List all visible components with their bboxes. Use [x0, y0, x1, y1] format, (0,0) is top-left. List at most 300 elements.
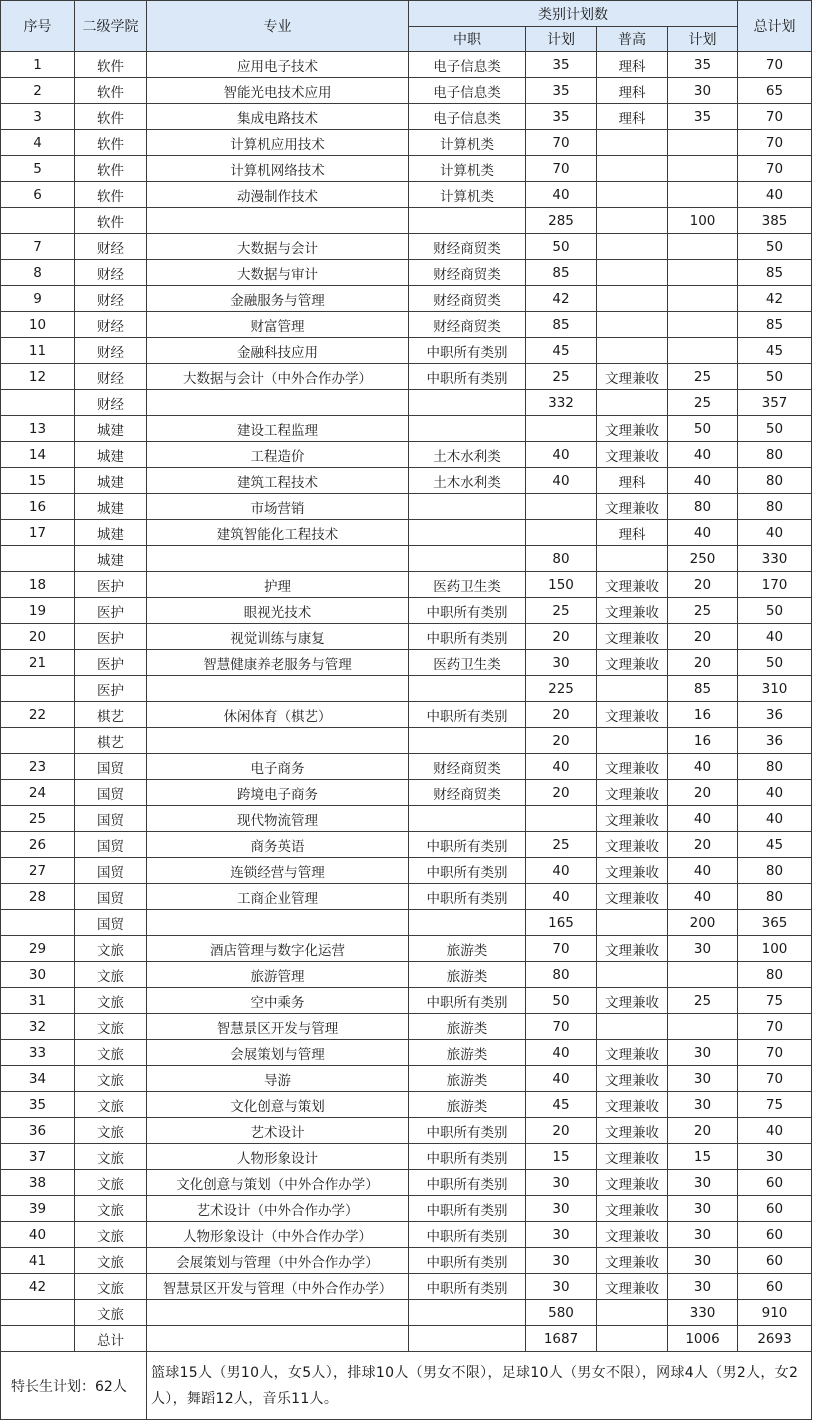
major-cell: 眼视光技术: [147, 598, 409, 624]
zhongzhi-plan-cell: 30: [526, 1170, 597, 1196]
zhongzhi-plan-cell: 70: [526, 1014, 597, 1040]
pugao-plan-cell: 25: [668, 988, 738, 1014]
seq-cell: 1: [1, 52, 75, 78]
pugao-category-cell: 文理兼收: [597, 650, 668, 676]
pugao-category-cell: 文理兼收: [597, 494, 668, 520]
pugao-plan-cell: 30: [668, 1066, 738, 1092]
seq-cell: 3: [1, 104, 75, 130]
seq-cell: 41: [1, 1248, 75, 1274]
zhongzhi-category-cell: 中职所有类别: [409, 1118, 526, 1144]
college-cell: 国贸: [75, 910, 147, 936]
total-plan-cell: 40: [738, 1118, 812, 1144]
pugao-category-cell: [597, 962, 668, 988]
total-plan-cell: 45: [738, 338, 812, 364]
table-row: [1, 936, 812, 962]
total-plan-cell: 80: [738, 884, 812, 910]
seq-cell: 14: [1, 442, 75, 468]
table-row: [1, 806, 812, 832]
pugao-plan-cell: [668, 182, 738, 208]
total-plan-cell: 75: [738, 988, 812, 1014]
pugao-plan-cell: [668, 260, 738, 286]
total-plan-cell: 85: [738, 260, 812, 286]
pugao-plan-cell: 40: [668, 884, 738, 910]
college-cell: 文旅: [75, 1300, 147, 1326]
college-cell: 软件: [75, 182, 147, 208]
table-row: [1, 884, 812, 910]
zhongzhi-plan-cell: 40: [526, 1066, 597, 1092]
total-plan-cell: 40: [738, 624, 812, 650]
zhongzhi-plan-cell: 25: [526, 832, 597, 858]
pugao-category-cell: [597, 390, 668, 416]
seq-cell: 29: [1, 936, 75, 962]
zhongzhi-category-cell: 中职所有类别: [409, 858, 526, 884]
zhongzhi-plan-cell: 35: [526, 52, 597, 78]
table-row: [1, 754, 812, 780]
college-cell: 软件: [75, 156, 147, 182]
college-cell: 文旅: [75, 1066, 147, 1092]
zhongzhi-category-cell: 中职所有类别: [409, 1222, 526, 1248]
college-cell: 文旅: [75, 1170, 147, 1196]
zhongzhi-category-cell: 财经商贸类: [409, 260, 526, 286]
header-zhongzhi: 中职: [409, 27, 526, 52]
pugao-plan-cell: 30: [668, 1170, 738, 1196]
table-row: [1, 988, 812, 1014]
total-plan-cell: 70: [738, 130, 812, 156]
zhongzhi-category-cell: 财经商贸类: [409, 754, 526, 780]
college-cell: 文旅: [75, 962, 147, 988]
zhongzhi-plan-cell: 50: [526, 988, 597, 1014]
zhongzhi-category-cell: 中职所有类别: [409, 884, 526, 910]
seq-cell: 5: [1, 156, 75, 182]
pugao-category-cell: 文理兼收: [597, 1040, 668, 1066]
pugao-plan-cell: [668, 130, 738, 156]
pugao-plan-cell: 20: [668, 780, 738, 806]
pugao-plan-cell: 200: [668, 910, 738, 936]
pugao-category-cell: 文理兼收: [597, 598, 668, 624]
zhongzhi-category-cell: 中职所有类别: [409, 338, 526, 364]
total-plan-cell: 170: [738, 572, 812, 598]
zhongzhi-plan-cell: 20: [526, 780, 597, 806]
zhongzhi-category-cell: 电子信息类: [409, 78, 526, 104]
zhongzhi-category-cell: 财经商贸类: [409, 312, 526, 338]
table-row: [1, 650, 812, 676]
table-row: [1, 702, 812, 728]
pugao-category-cell: [597, 910, 668, 936]
major-cell: 连锁经营与管理: [147, 858, 409, 884]
zhongzhi-plan-cell: 40: [526, 754, 597, 780]
zhongzhi-plan-cell: 1687: [526, 1326, 597, 1352]
table-row: [1, 1274, 812, 1300]
total-plan-cell: 70: [738, 1040, 812, 1066]
pugao-category-cell: [597, 286, 668, 312]
pugao-plan-cell: [668, 338, 738, 364]
table-row: [1, 676, 812, 702]
major-cell: 电子商务: [147, 754, 409, 780]
college-cell: 软件: [75, 208, 147, 234]
header-plan-2: 计划: [668, 27, 738, 52]
pugao-category-cell: [597, 156, 668, 182]
table-row: [1, 1248, 812, 1274]
total-plan-cell: 365: [738, 910, 812, 936]
zhongzhi-category-cell: 中职所有类别: [409, 1196, 526, 1222]
total-plan-cell: 36: [738, 702, 812, 728]
table-row: [1, 78, 812, 104]
table-row: [1, 1170, 812, 1196]
seq-cell: 39: [1, 1196, 75, 1222]
zhongzhi-category-cell: 土木水利类: [409, 468, 526, 494]
zhongzhi-plan-cell: 50: [526, 234, 597, 260]
table-row: [1, 104, 812, 130]
college-cell: 城建: [75, 520, 147, 546]
total-plan-cell: 85: [738, 312, 812, 338]
zhongzhi-category-cell: 中职所有类别: [409, 364, 526, 390]
total-plan-cell: 30: [738, 1144, 812, 1170]
seq-cell: 36: [1, 1118, 75, 1144]
pugao-category-cell: 文理兼收: [597, 1222, 668, 1248]
total-plan-cell: 50: [738, 650, 812, 676]
zhongzhi-category-cell: 土木水利类: [409, 442, 526, 468]
zhongzhi-category-cell: 医药卫生类: [409, 572, 526, 598]
pugao-plan-cell: 15: [668, 1144, 738, 1170]
total-plan-cell: 50: [738, 416, 812, 442]
college-cell: 医护: [75, 624, 147, 650]
pugao-category-cell: [597, 130, 668, 156]
table-row: [1, 1118, 812, 1144]
major-cell: 旅游管理: [147, 962, 409, 988]
seq-cell: 4: [1, 130, 75, 156]
total-plan-cell: 70: [738, 1066, 812, 1092]
pugao-plan-cell: 20: [668, 572, 738, 598]
table-row: [1, 1040, 812, 1066]
pugao-category-cell: [597, 260, 668, 286]
header-major: 专业: [147, 1, 409, 52]
major-cell: [147, 676, 409, 702]
college-cell: 城建: [75, 468, 147, 494]
zhongzhi-plan-cell: 40: [526, 468, 597, 494]
zhongzhi-category-cell: 中职所有类别: [409, 988, 526, 1014]
zhongzhi-category-cell: [409, 806, 526, 832]
college-cell: 城建: [75, 546, 147, 572]
seq-cell: 18: [1, 572, 75, 598]
zhongzhi-category-cell: 中职所有类别: [409, 624, 526, 650]
zhongzhi-plan-cell: 30: [526, 1248, 597, 1274]
total-plan-cell: 60: [738, 1248, 812, 1274]
pugao-category-cell: 文理兼收: [597, 1092, 668, 1118]
pugao-plan-cell: 100: [668, 208, 738, 234]
table-row: [1, 312, 812, 338]
major-cell: 艺术设计（中外合作办学）: [147, 1196, 409, 1222]
seq-cell: 16: [1, 494, 75, 520]
major-cell: 智能光电技术应用: [147, 78, 409, 104]
major-cell: 人物形象设计: [147, 1144, 409, 1170]
zhongzhi-plan-cell: 580: [526, 1300, 597, 1326]
major-cell: 市场营销: [147, 494, 409, 520]
pugao-plan-cell: 25: [668, 364, 738, 390]
seq-cell: 10: [1, 312, 75, 338]
zhongzhi-plan-cell: 30: [526, 1274, 597, 1300]
pugao-plan-cell: 25: [668, 390, 738, 416]
seq-cell: [1, 728, 75, 754]
table-row: [1, 338, 812, 364]
college-cell: 文旅: [75, 1092, 147, 1118]
major-cell: 财富管理: [147, 312, 409, 338]
zhongzhi-category-cell: 旅游类: [409, 962, 526, 988]
table-row: [1, 546, 812, 572]
pugao-plan-cell: 250: [668, 546, 738, 572]
college-cell: 国贸: [75, 858, 147, 884]
college-cell: 财经: [75, 390, 147, 416]
major-cell: 建筑工程技术: [147, 468, 409, 494]
seq-cell: [1, 1300, 75, 1326]
zhongzhi-plan-cell: 35: [526, 104, 597, 130]
zhongzhi-category-cell: [409, 676, 526, 702]
total-plan-cell: 36: [738, 728, 812, 754]
pugao-category-cell: 理科: [597, 104, 668, 130]
seq-cell: 13: [1, 416, 75, 442]
seq-cell: 11: [1, 338, 75, 364]
total-plan-cell: 42: [738, 286, 812, 312]
total-plan-cell: 65: [738, 78, 812, 104]
college-cell: 财经: [75, 234, 147, 260]
pugao-category-cell: 文理兼收: [597, 364, 668, 390]
zhongzhi-plan-cell: 332: [526, 390, 597, 416]
seq-cell: 22: [1, 702, 75, 728]
seq-cell: 32: [1, 1014, 75, 1040]
college-cell: 医护: [75, 598, 147, 624]
table-row: [1, 962, 812, 988]
zhongzhi-category-cell: 电子信息类: [409, 104, 526, 130]
zhongzhi-plan-cell: 40: [526, 858, 597, 884]
table-row: [1, 572, 812, 598]
major-cell: 动漫制作技术: [147, 182, 409, 208]
pugao-category-cell: 理科: [597, 78, 668, 104]
college-cell: 国贸: [75, 806, 147, 832]
pugao-category-cell: 文理兼收: [597, 1274, 668, 1300]
college-cell: 软件: [75, 130, 147, 156]
table-row: [1, 1326, 812, 1352]
college-cell: 国贸: [75, 780, 147, 806]
zhongzhi-plan-cell: 20: [526, 728, 597, 754]
pugao-category-cell: [597, 234, 668, 260]
zhongzhi-category-cell: 旅游类: [409, 1014, 526, 1040]
zhongzhi-plan-cell: [526, 494, 597, 520]
major-cell: [147, 546, 409, 572]
table-header: [1, 1, 812, 52]
major-cell: 商务英语: [147, 832, 409, 858]
zhongzhi-category-cell: 中职所有类别: [409, 702, 526, 728]
total-plan-cell: 357: [738, 390, 812, 416]
table-row: [1, 286, 812, 312]
table-body: [1, 52, 812, 1420]
pugao-plan-cell: 30: [668, 1092, 738, 1118]
pugao-category-cell: [597, 546, 668, 572]
seq-cell: 20: [1, 624, 75, 650]
major-cell: 建设工程监理: [147, 416, 409, 442]
total-plan-cell: 50: [738, 598, 812, 624]
zhongzhi-plan-cell: 30: [526, 1222, 597, 1248]
pugao-category-cell: 文理兼收: [597, 624, 668, 650]
seq-cell: 37: [1, 1144, 75, 1170]
seq-cell: 24: [1, 780, 75, 806]
total-plan-cell: 910: [738, 1300, 812, 1326]
pugao-category-cell: 文理兼收: [597, 832, 668, 858]
pugao-plan-cell: 30: [668, 1196, 738, 1222]
college-cell: 文旅: [75, 1248, 147, 1274]
zhongzhi-plan-cell: 25: [526, 598, 597, 624]
total-plan-cell: 330: [738, 546, 812, 572]
college-cell: 国贸: [75, 884, 147, 910]
pugao-category-cell: 文理兼收: [597, 1248, 668, 1274]
major-cell: 休闲体育（棋艺）: [147, 702, 409, 728]
table-row: [1, 52, 812, 78]
pugao-plan-cell: [668, 1014, 738, 1040]
seq-cell: 7: [1, 234, 75, 260]
total-plan-cell: 45: [738, 832, 812, 858]
pugao-category-cell: [597, 1300, 668, 1326]
zhongzhi-plan-cell: 15: [526, 1144, 597, 1170]
zhongzhi-plan-cell: 285: [526, 208, 597, 234]
major-cell: 视觉训练与康复: [147, 624, 409, 650]
table-row: [1, 442, 812, 468]
header-plan: 计划: [526, 27, 597, 52]
college-cell: 医护: [75, 676, 147, 702]
zhongzhi-category-cell: 医药卫生类: [409, 650, 526, 676]
seq-cell: 17: [1, 520, 75, 546]
zhongzhi-category-cell: [409, 1326, 526, 1352]
table-row: [1, 364, 812, 390]
pugao-category-cell: 文理兼收: [597, 936, 668, 962]
seq-cell: [1, 910, 75, 936]
zhongzhi-category-cell: 旅游类: [409, 1066, 526, 1092]
total-plan-cell: 50: [738, 234, 812, 260]
table-row: [1, 130, 812, 156]
zhongzhi-category-cell: [409, 546, 526, 572]
college-cell: 财经: [75, 364, 147, 390]
table-row: [1, 208, 812, 234]
header-total: 总计划: [738, 1, 812, 52]
table-row: [1, 520, 812, 546]
seq-cell: [1, 546, 75, 572]
major-cell: 大数据与会计（中外合作办学）: [147, 364, 409, 390]
zhongzhi-plan-cell: 40: [526, 884, 597, 910]
college-cell: 城建: [75, 416, 147, 442]
total-plan-cell: 80: [738, 442, 812, 468]
seq-cell: [1, 390, 75, 416]
seq-cell: 9: [1, 286, 75, 312]
pugao-category-cell: 文理兼收: [597, 1118, 668, 1144]
table-row: [1, 494, 812, 520]
zhongzhi-plan-cell: 45: [526, 1092, 597, 1118]
pugao-plan-cell: [668, 156, 738, 182]
table-row: [1, 780, 812, 806]
zhongzhi-plan-cell: 40: [526, 182, 597, 208]
pugao-category-cell: [597, 338, 668, 364]
seq-cell: 12: [1, 364, 75, 390]
pugao-plan-cell: 30: [668, 1274, 738, 1300]
major-cell: 会展策划与管理（中外合作办学）: [147, 1248, 409, 1274]
major-cell: 智慧景区开发与管理: [147, 1014, 409, 1040]
zhongzhi-plan-cell: 150: [526, 572, 597, 598]
zhongzhi-category-cell: 旅游类: [409, 1040, 526, 1066]
zhongzhi-category-cell: [409, 728, 526, 754]
zhongzhi-plan-cell: 20: [526, 702, 597, 728]
pugao-category-cell: [597, 1326, 668, 1352]
header-pugao: 普高: [597, 27, 668, 52]
pugao-plan-cell: 30: [668, 78, 738, 104]
major-cell: [147, 910, 409, 936]
zhongzhi-plan-cell: 85: [526, 260, 597, 286]
zhongzhi-plan-cell: 225: [526, 676, 597, 702]
seq-cell: 27: [1, 858, 75, 884]
seq-cell: 31: [1, 988, 75, 1014]
college-cell: 棋艺: [75, 728, 147, 754]
table-row: [1, 1222, 812, 1248]
pugao-plan-cell: 40: [668, 468, 738, 494]
table-row: [1, 624, 812, 650]
pugao-plan-cell: 20: [668, 624, 738, 650]
zhongzhi-category-cell: 电子信息类: [409, 52, 526, 78]
seq-cell: [1, 208, 75, 234]
zhongzhi-category-cell: 财经商贸类: [409, 286, 526, 312]
zhongzhi-plan-cell: 165: [526, 910, 597, 936]
total-plan-cell: 60: [738, 1196, 812, 1222]
major-cell: [147, 208, 409, 234]
zhongzhi-plan-cell: 80: [526, 546, 597, 572]
college-cell: 文旅: [75, 1118, 147, 1144]
pugao-plan-cell: 40: [668, 520, 738, 546]
major-cell: [147, 728, 409, 754]
pugao-plan-cell: 25: [668, 598, 738, 624]
zhongzhi-plan-cell: [526, 416, 597, 442]
zhongzhi-category-cell: 中职所有类别: [409, 832, 526, 858]
table-row: [1, 858, 812, 884]
major-cell: [147, 1300, 409, 1326]
zhongzhi-category-cell: 计算机类: [409, 182, 526, 208]
pugao-plan-cell: 40: [668, 858, 738, 884]
major-cell: 大数据与会计: [147, 234, 409, 260]
zhongzhi-plan-cell: 70: [526, 936, 597, 962]
pugao-plan-cell: 30: [668, 1248, 738, 1274]
college-cell: 文旅: [75, 1274, 147, 1300]
pugao-category-cell: 文理兼收: [597, 754, 668, 780]
table-row: [1, 234, 812, 260]
zhongzhi-category-cell: [409, 494, 526, 520]
total-plan-cell: 70: [738, 156, 812, 182]
college-cell: 总计: [75, 1326, 147, 1352]
table-row: [1, 598, 812, 624]
total-plan-cell: 40: [738, 520, 812, 546]
seq-cell: [1, 676, 75, 702]
major-cell: 工程造价: [147, 442, 409, 468]
total-plan-cell: 75: [738, 1092, 812, 1118]
college-cell: 财经: [75, 312, 147, 338]
total-plan-cell: 80: [738, 494, 812, 520]
zhongzhi-plan-cell: 85: [526, 312, 597, 338]
pugao-plan-cell: 20: [668, 650, 738, 676]
college-cell: 国贸: [75, 832, 147, 858]
major-cell: 计算机应用技术: [147, 130, 409, 156]
college-cell: 城建: [75, 442, 147, 468]
pugao-plan-cell: 50: [668, 416, 738, 442]
pugao-plan-cell: 20: [668, 832, 738, 858]
seq-cell: 21: [1, 650, 75, 676]
table-row: [1, 468, 812, 494]
zhongzhi-category-cell: 计算机类: [409, 130, 526, 156]
pugao-category-cell: 文理兼收: [597, 416, 668, 442]
zhongzhi-plan-cell: 30: [526, 1196, 597, 1222]
pugao-category-cell: 文理兼收: [597, 884, 668, 910]
zhongzhi-plan-cell: [526, 806, 597, 832]
